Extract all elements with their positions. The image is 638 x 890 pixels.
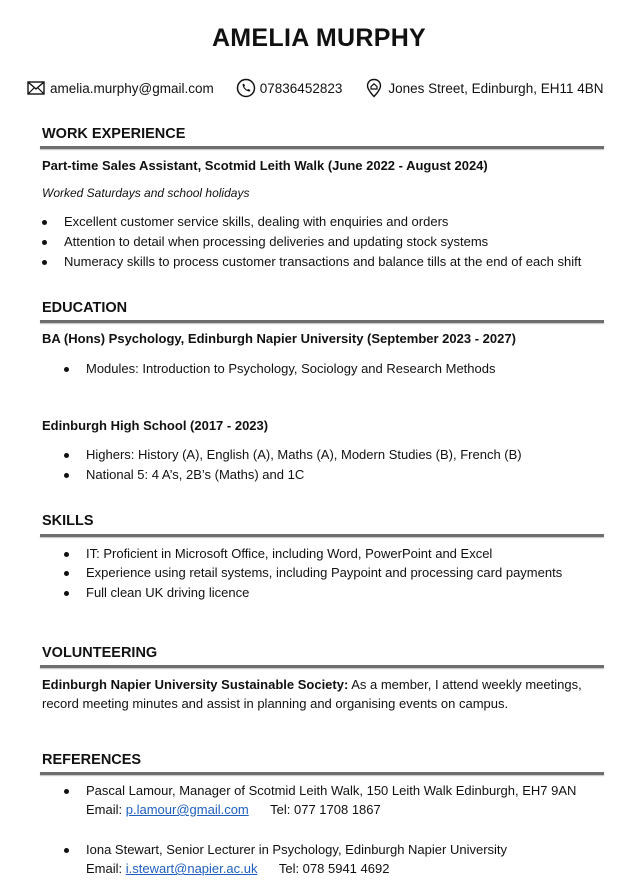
education-school: Edinburgh High School (2017 - 2023) bbox=[42, 418, 269, 433]
reference-tel: Tel: 078 5941 4692 bbox=[278, 861, 390, 876]
reference-contact bbox=[86, 802, 381, 817]
reference-email-link[interactable]: p.lamour@gmail.com bbox=[125, 802, 249, 817]
reference-email-label: Email: bbox=[86, 802, 123, 817]
work-role: Part-time Sales Assistant, Scotmid Leith Walk (June 2022 - August 2024) bbox=[42, 158, 488, 173]
reference-email-label: Email: bbox=[86, 861, 123, 876]
skills-section-rule bbox=[40, 534, 604, 537]
skills-section-title: SKILLS bbox=[42, 513, 94, 529]
volunteering-org: Edinburgh Napier University Sustainable Society: bbox=[42, 677, 349, 692]
volunteering-section-rule bbox=[40, 665, 604, 668]
location-pin-icon bbox=[364, 78, 384, 98]
references-section-title: REFERENCES bbox=[42, 752, 142, 768]
work-section-rule bbox=[40, 146, 604, 149]
volunteering-line-2: record meeting minutes and assist in planning and organising events on campus. bbox=[42, 696, 509, 711]
volunteering-line-1 bbox=[42, 677, 582, 692]
reference-email-link[interactable]: i.stewart@napier.ac.uk bbox=[125, 861, 258, 876]
references-section-rule bbox=[40, 772, 604, 775]
reference-contact bbox=[86, 861, 389, 876]
contact-bar bbox=[26, 78, 625, 98]
education-degree: BA (Hons) Psychology, Edinburgh Napier University (September 2023 - 2027) bbox=[42, 331, 516, 346]
work-note: Worked Saturdays and school holidays bbox=[42, 186, 250, 200]
candidate-name: AMELIA MURPHY bbox=[211, 24, 427, 52]
volunteering-text-1: As a member, I attend weekly meetings, bbox=[348, 677, 582, 692]
contact-email: amelia.murphy@gmail.com bbox=[50, 80, 214, 96]
reference-tel: Tel: 077 1708 1867 bbox=[270, 802, 381, 817]
volunteering-section-title: VOLUNTEERING bbox=[42, 645, 158, 661]
contact-address: Jones Street, Edinburgh, EH11 4BN bbox=[388, 80, 604, 96]
work-section-title: WORK EXPERIENCE bbox=[42, 126, 186, 142]
education-section-rule bbox=[40, 320, 604, 323]
resume-page: AMELIA MURPHY amelia.murphy@gmail.com 07836452823 Jones Street, Edinburgh, EH11 4BN WORK EXPERIENCE Part-time Sales Assistant, Scotmid Leith Walk (June 2022 - August 2024) Worked Saturdays and school holidays Excellent customer service skills, dealing with enquiries and orders Attention to detail when processing deliveries and updating stock systems Numeracy skills to process customer transactions and balance tills at the end of each shift EDUCATION BA (Hons) Psychology, Edinburgh Napier University (September 2023 - 2027) Modules: Introduction to Psychology, Sociology and Research Methods Edinburgh High School (2017 - 2023) Highers: History (A), English (A), Maths (A), Modern Studies (B), French (B) National 5: 4 A’s, 2B’s (Maths) and 1C SKILLS IT: Proficient in Microsoft Office, including Word, PowerPoint and Excel Experience using retail systems, including Paypoint and processing card payments Full clean UK driving licence VOLUNTEERING Edinburgh Napier University Sustainable Society: As a member, I attend weekly meetings, record meeting minutes and assist in planning and organising events on campus. REFERENCES Pascal Lamour, Manager of Scotmid Leith Walk, 150 Leith Walk Edinburgh, EH7 9AN Email: p.lamour@gmail.com Tel: 077 1708 1867 Iona Stewart, Senior Lecturer in Psychology, Edinburgh Napier University Email: i.stewart@napier.ac.uk Tel: 078 5941 4692 bbox=[0, 0, 638, 890]
contact-phone: 07836452823 bbox=[259, 80, 343, 96]
phone-icon bbox=[236, 78, 256, 98]
education-section-title: EDUCATION bbox=[42, 300, 128, 316]
envelope-icon bbox=[26, 78, 46, 98]
